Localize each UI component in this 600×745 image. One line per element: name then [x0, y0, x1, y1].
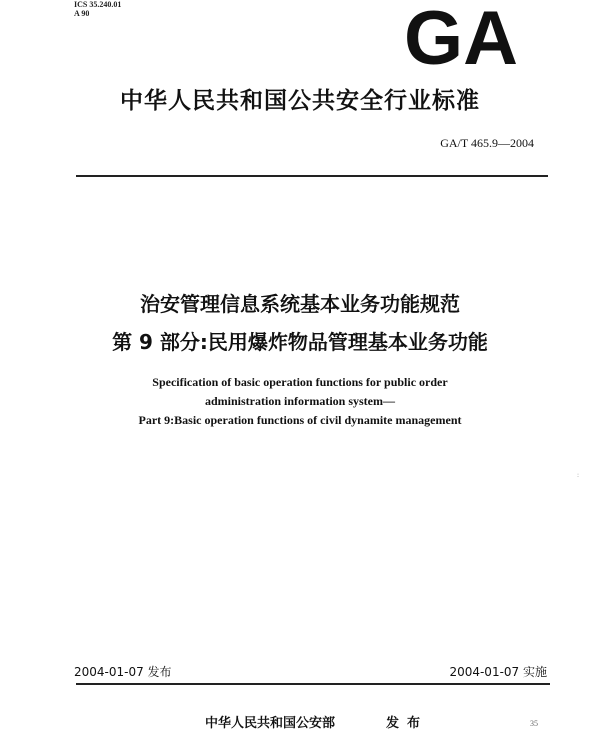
chinese-title-line-2: 第 9 部分:民用爆炸物品管理基本业务功能: [112, 330, 488, 354]
english-title-line-3: Part 9:Basic operation functions of civil dynamite management: [138, 413, 462, 427]
english-title-line-1: Specification of basic operation functions for public order: [152, 375, 448, 389]
english-title-line-2: administration information system—: [205, 394, 395, 408]
classification-codes: [74, 0, 121, 18]
issue-date: 2004-01-07 发布: [74, 665, 172, 679]
header-divider: [76, 175, 548, 177]
page-number: 35: [530, 719, 538, 728]
margin-mark: :: [577, 472, 580, 479]
issuing-authority: 中华人民共和国公安部: [205, 716, 336, 731]
ccs-code: A 90: [74, 9, 90, 18]
ga-logo: [402, 6, 520, 68]
issue-word: 发布: [386, 716, 429, 731]
ga-logo-text: GA: [404, 6, 518, 68]
standard-number: GA/T 465.9—2004: [440, 136, 534, 150]
implementation-date: 2004-01-07 实施: [449, 665, 547, 679]
footer-divider: [76, 683, 550, 685]
ics-code: ICS 35.240.01: [74, 0, 122, 9]
chinese-title-line-1: 治安管理信息系统基本业务功能规范: [140, 292, 460, 316]
standard-category-title: 中华人民共和国公共安全行业标准: [120, 88, 480, 114]
